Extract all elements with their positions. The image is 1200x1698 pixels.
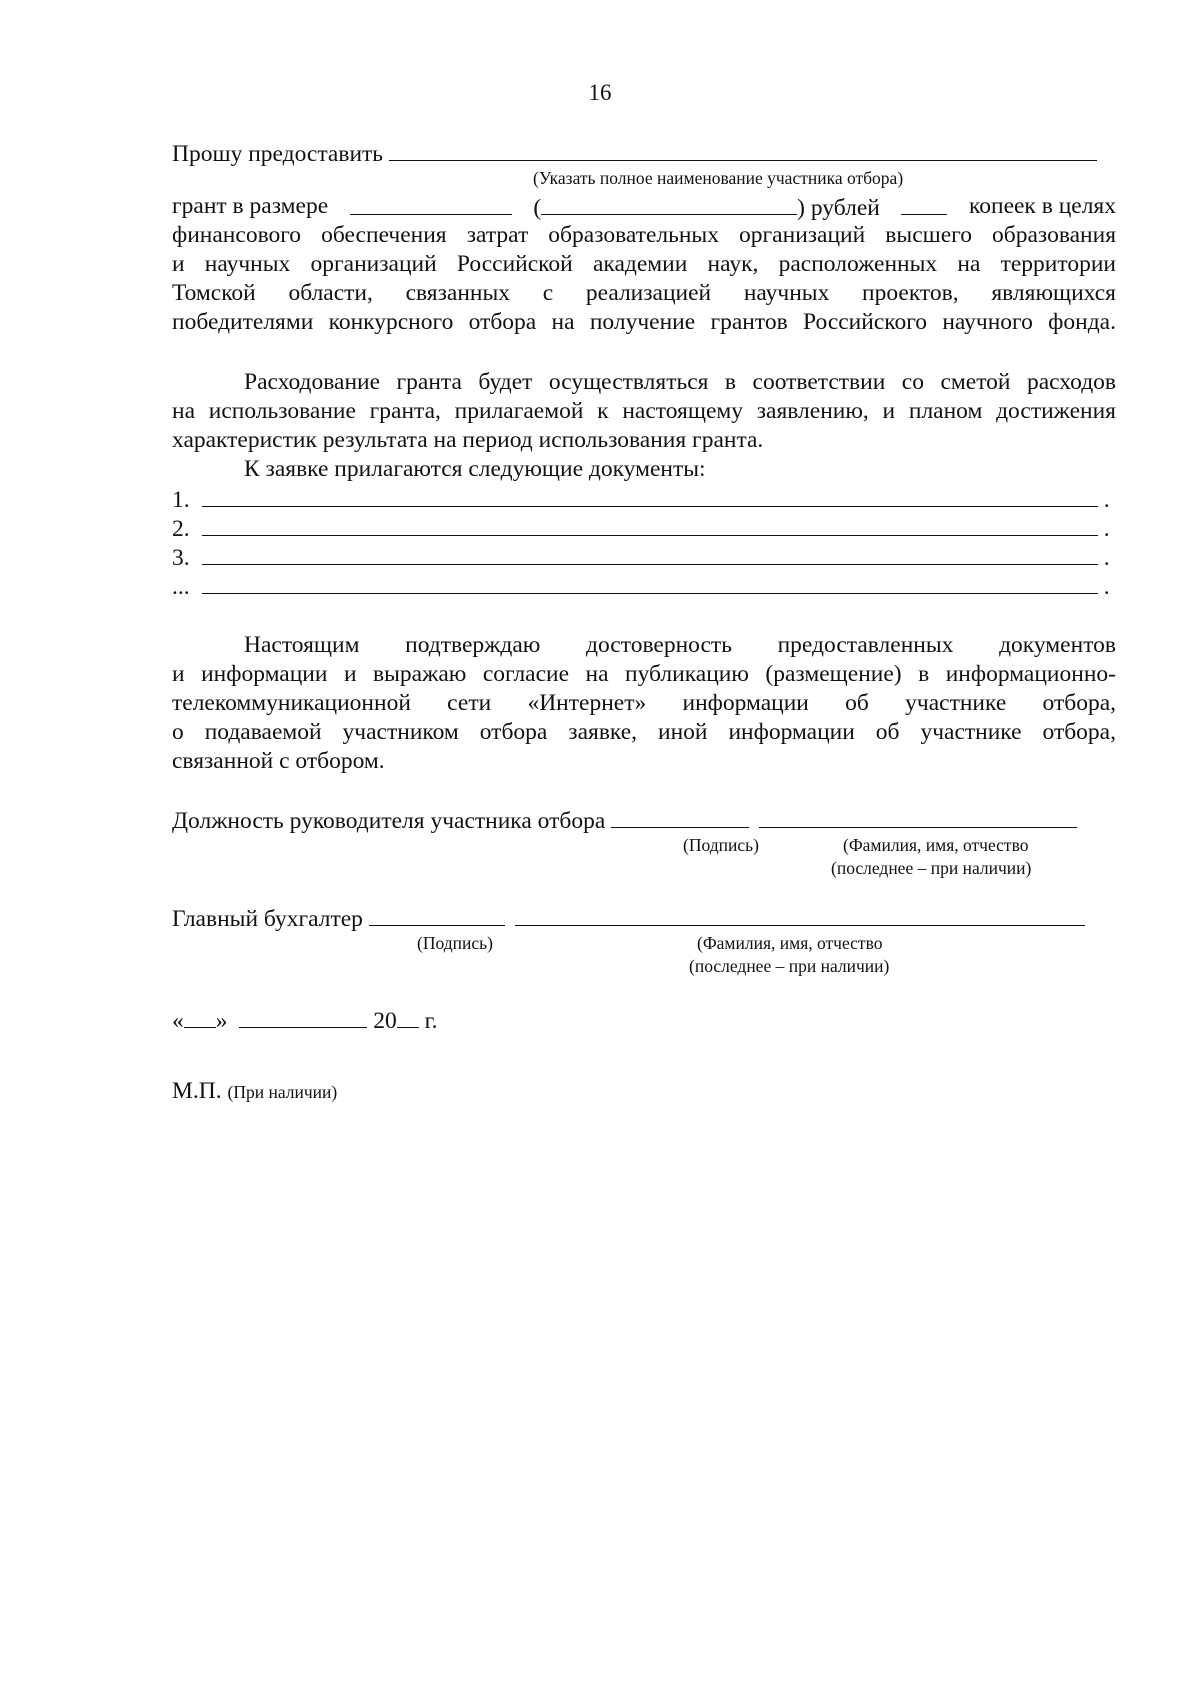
kopecks-field[interactable] [901,192,947,215]
amount-open-paren: ( [533,195,542,221]
stamp-label: М.П. [172,1078,222,1104]
attachment-field[interactable] [202,542,1098,565]
attachment-marker: 3. [172,545,190,571]
confirmation-line-1: Настоящим подтверждаю достоверность предоставленных документов [244,632,1116,658]
accountant-signature-line [172,903,1116,932]
head-fio-caption-note: (последнее – при наличии) [831,858,1032,878]
amount-words-field[interactable] [541,192,797,215]
attachment-item [172,513,1116,542]
head-signature-field[interactable] [611,805,749,828]
page-number: 16 [588,80,612,105]
attachment-item [172,571,1116,600]
purpose-line-2: и научных организаций Российской академии наук, расположенных на территории [172,251,1116,277]
accountant-fio-caption: (Фамилия, имя, отчество [697,933,883,953]
confirmation-line-3: телекоммуникационной сети «Интернет» информации об участнике отбора, [172,690,1116,716]
accountant-fio-field[interactable] [515,903,1085,926]
attachment-end: . [1103,516,1110,542]
date-year-suffix: г. [424,1008,438,1034]
date-line [172,1005,1116,1034]
stamp-note: (При наличии) [227,1082,338,1102]
kopecks-suffix: копеек в целях [969,193,1116,219]
attachment-item [172,542,1116,571]
accountant-signature-caption: (Подпись) [417,933,493,953]
participant-name-field[interactable] [389,138,1097,161]
accountant-label: Главный бухгалтер [172,906,363,932]
amount-line [172,192,1116,221]
spending-line-3: характеристик результата на период использования гранта. [172,427,764,453]
head-signature-line [172,805,1116,834]
spending-line-1: Расходование гранта будет осуществляться в соответствии со сметой расходов [244,369,1116,395]
accountant-signature-field[interactable] [369,903,505,926]
purpose-line-3: Томской области, связанных с реализацией научных проектов, являющихся [172,280,1116,306]
attachment-end: . [1103,487,1110,513]
date-open-quote: « [172,1008,184,1034]
amount-prefix: грант в размере [172,193,329,219]
date-close-quote: » [215,1008,228,1034]
request-line [172,138,1116,167]
attachment-marker: 1. [172,487,190,513]
amount-rubles: ) рублей [797,195,880,221]
confirmation-line-5: связанной с отбором. [172,748,385,774]
head-fio-caption: (Фамилия, имя, отчество [843,835,1029,855]
purpose-line-1: финансового обеспечения затрат образовательных организаций высшего образования [172,222,1116,248]
stamp-line [172,1077,1116,1106]
attachment-marker: ... [172,574,190,600]
head-signature-caption: (Подпись) [683,835,759,855]
attachment-field[interactable] [202,571,1098,594]
participant-name-caption: (Указать полное наименование участника отбора) [533,168,904,188]
confirmation-line-4: о подаваемой участником отбора заявке, иной информации об участнике отбора, [172,719,1116,745]
accountant-fio-caption-note: (последнее – при наличии) [689,956,890,976]
head-position-label: Должность руководителя участника отбора [172,808,606,834]
attachment-end: . [1103,574,1110,600]
attachment-field[interactable] [202,484,1098,507]
amount-digits-field[interactable] [350,192,512,215]
date-month-field[interactable] [239,1005,367,1028]
attachment-item [172,484,1116,513]
attachment-marker: 2. [172,516,190,542]
request-prefix: Прошу предоставить [172,141,384,167]
head-fio-field[interactable] [759,805,1077,828]
attachment-field[interactable] [202,513,1098,536]
date-year-field[interactable] [397,1005,419,1028]
confirmation-line-2: и информации и выражаю согласие на публикацию (размещение) в информационно- [172,661,1116,687]
date-year-prefix: 20 [373,1008,397,1034]
purpose-line-4: победителями конкурсного отбора на получение грантов Российского научного фонда. [172,309,1116,335]
attachments-intro: К заявке прилагаются следующие документы: [244,456,706,482]
spending-line-2: на использование гранта, прилагаемой к настоящему заявлению, и планом достижения [172,398,1116,424]
attachment-end: . [1103,545,1110,571]
date-day-field[interactable] [184,1005,216,1028]
